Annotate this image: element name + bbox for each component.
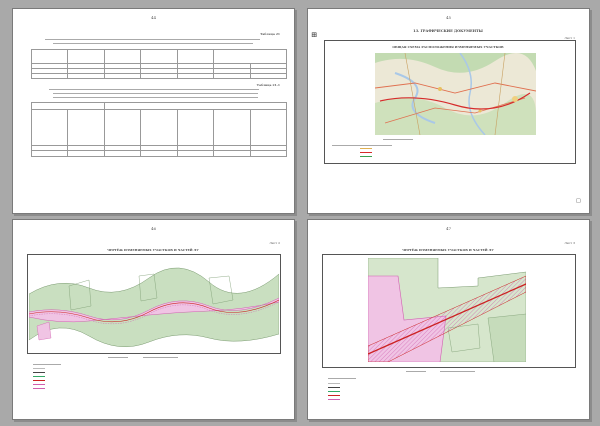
text-line [49,89,259,90]
map-title: ОБЩАЯ СХЕМА РАСПОЛОЖЕНИЯ ИЗМЕНЯЕМЫХ УЧАСТКОВ [392,45,504,49]
legend-item [33,383,47,386]
text-line [53,93,258,94]
text-line [33,364,61,365]
page-thumbnail-2[interactable] [307,8,590,214]
text-line [45,39,260,40]
text-line [108,357,128,358]
page-thumbnail-1[interactable] [12,8,295,214]
legend-item [360,147,374,150]
anchor-icon: ⊞ [311,31,317,39]
page-number: 46 [150,226,157,231]
legend-item [33,367,47,370]
legend-item [33,375,47,378]
table-1 [31,49,287,79]
sheet-label: Лист 1 [564,36,575,40]
table-2 [31,102,287,157]
text-line [53,43,253,44]
drawing-title: ЧЕРТЁЖ ИЗМЕНЯЕМЫХ УЧАСТКОВ И ЧАСТЕЙ ЛУ [402,248,494,252]
text-line [328,378,356,379]
drawing-graphic [368,258,526,362]
text-line [332,145,392,146]
text-line [440,371,475,372]
page-thumbnail-3[interactable] [12,219,295,420]
legend-item [33,371,47,374]
map-graphic [375,53,536,135]
text-line [406,371,426,372]
legend-item [328,390,342,393]
legend-item [33,387,47,390]
page-number: 44 [150,15,157,20]
anchor-icon: □ [576,198,581,204]
page-number: 45 [445,15,452,20]
page-number: 47 [445,226,452,231]
legend-item [33,379,47,382]
text-line [53,97,258,98]
sheet-label: Лист 3 [564,241,575,245]
legend-item [328,394,342,397]
text-line [143,357,178,358]
overview-map [375,53,536,135]
sheet-label: Лист 2 [269,241,280,245]
legend-item [360,151,374,154]
parcel-drawing [29,256,279,352]
table-label: Таблица 21 [260,32,280,36]
page-thumbnail-4[interactable] [307,219,590,420]
legend-item [328,398,342,401]
drawing-title: ЧЕРТЁЖ ИЗМЕНЯЕМЫХ УЧАСТКОВ И ЧАСТЕЙ ЛУ [107,248,199,252]
section-title: 13. ГРАФИЧЕСКИЕ ДОКУМЕНТЫ [413,29,483,33]
parcel-drawing [368,258,526,362]
legend-item [360,155,374,158]
legend-item [328,386,342,389]
table-label: Таблица 21-1 [256,83,280,87]
text-line [383,139,413,140]
legend-item [328,382,342,385]
drawing-graphic [29,256,279,352]
